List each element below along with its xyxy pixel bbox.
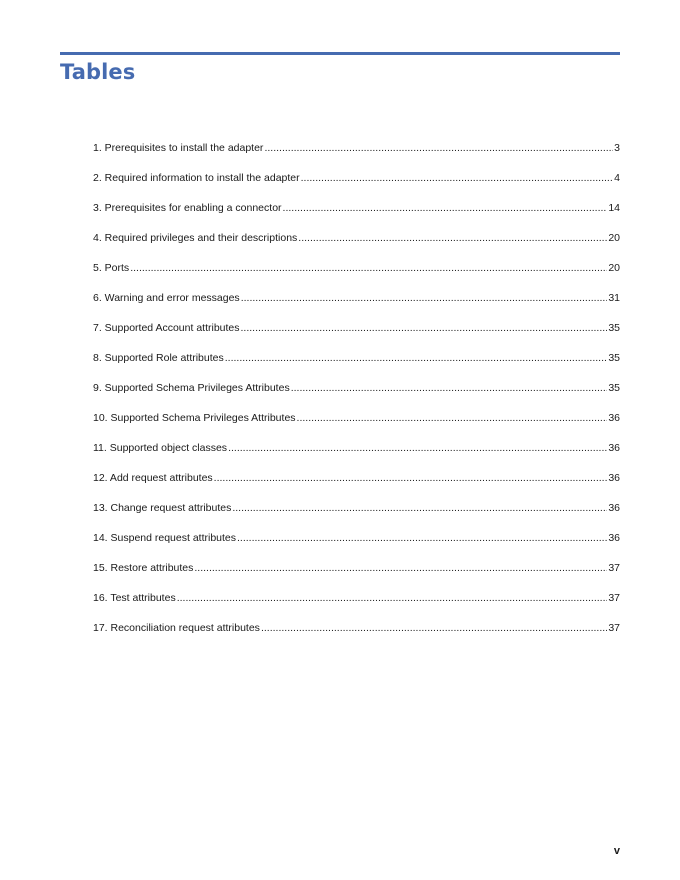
toc-entry[interactable] xyxy=(93,439,620,469)
toc-entry-page: 4 xyxy=(614,172,620,184)
dot-leader xyxy=(297,409,608,427)
page-title: Tables xyxy=(60,60,136,84)
dot-leader xyxy=(228,439,607,457)
table-list xyxy=(93,139,620,649)
toc-entry[interactable] xyxy=(93,199,620,229)
dot-leader xyxy=(241,289,608,307)
dot-leader xyxy=(225,349,608,367)
toc-entry-label: 2. Required information to install the adapter xyxy=(93,172,300,184)
toc-entry[interactable] xyxy=(93,259,620,289)
toc-entry[interactable] xyxy=(93,319,620,349)
toc-entry-page: 36 xyxy=(608,442,620,454)
toc-entry-label: 4. Required privileges and their descriptions xyxy=(93,232,298,244)
dot-leader xyxy=(194,559,607,577)
toc-entry-page: 31 xyxy=(608,292,620,304)
dot-leader xyxy=(232,499,607,517)
dot-leader xyxy=(177,589,608,607)
toc-entry-page: 36 xyxy=(608,502,620,514)
dot-leader xyxy=(237,529,607,547)
toc-entry-page: 3 xyxy=(614,142,620,154)
toc-entry[interactable] xyxy=(93,289,620,319)
dot-leader xyxy=(264,139,613,157)
dot-leader xyxy=(291,379,608,397)
toc-entry-page: 20 xyxy=(608,262,620,274)
dot-leader xyxy=(130,259,607,277)
toc-entry[interactable] xyxy=(93,229,620,259)
toc-entry-page: 37 xyxy=(608,592,620,604)
toc-entry-label: 9. Supported Schema Privileges Attributes xyxy=(93,382,290,394)
toc-entry-page: 36 xyxy=(608,532,620,544)
toc-entry-label: 12. Add request attributes xyxy=(93,472,213,484)
toc-entry-page: 14 xyxy=(608,202,620,214)
toc-entry-label: 1. Prerequisites to install the adapter xyxy=(93,142,264,154)
dot-leader xyxy=(214,469,608,487)
toc-entry-label: 8. Supported Role attributes xyxy=(93,352,224,364)
toc-entry-page: 35 xyxy=(608,322,620,334)
toc-entry[interactable] xyxy=(93,139,620,169)
toc-entry-label: 14. Suspend request attributes xyxy=(93,532,237,544)
toc-entry-label: 7. Supported Account attributes xyxy=(93,322,240,334)
toc-entry[interactable] xyxy=(93,559,620,589)
dot-leader xyxy=(261,619,607,637)
toc-entry[interactable] xyxy=(93,379,620,409)
toc-entry-label: 16. Test attributes xyxy=(93,592,176,604)
toc-entry-label: 17. Reconciliation request attributes xyxy=(93,622,260,634)
toc-entry-page: 20 xyxy=(608,232,620,244)
toc-entry[interactable] xyxy=(93,619,620,649)
toc-entry[interactable] xyxy=(93,349,620,379)
toc-entry-page: 36 xyxy=(608,412,620,424)
toc-entry-label: 10. Supported Schema Privileges Attributes xyxy=(93,412,296,424)
toc-entry[interactable] xyxy=(93,499,620,529)
toc-entry[interactable] xyxy=(93,409,620,439)
toc-entry-label: 5. Ports xyxy=(93,262,130,274)
toc-entry-label: 15. Restore attributes xyxy=(93,562,194,574)
dot-leader xyxy=(298,229,607,247)
header-rule xyxy=(60,52,620,55)
toc-entry-label: 3. Prerequisites for enabling a connector xyxy=(93,202,282,214)
dot-leader xyxy=(241,319,608,337)
toc-entry[interactable] xyxy=(93,169,620,199)
toc-entry-label: 6. Warning and error messages xyxy=(93,292,240,304)
toc-entry-page: 36 xyxy=(608,472,620,484)
toc-entry-page: 37 xyxy=(608,562,620,574)
toc-entry-page: 35 xyxy=(608,382,620,394)
page-number: v xyxy=(613,845,620,857)
toc-entry-label: 11. Supported object classes xyxy=(93,442,228,454)
dot-leader xyxy=(283,199,608,217)
toc-entry-label: 13. Change request attributes xyxy=(93,502,232,514)
toc-entry-page: 37 xyxy=(608,622,620,634)
toc-entry-page: 35 xyxy=(608,352,620,364)
dot-leader xyxy=(301,169,614,187)
toc-entry[interactable] xyxy=(93,529,620,559)
toc-entry[interactable] xyxy=(93,589,620,619)
toc-entry[interactable] xyxy=(93,469,620,499)
